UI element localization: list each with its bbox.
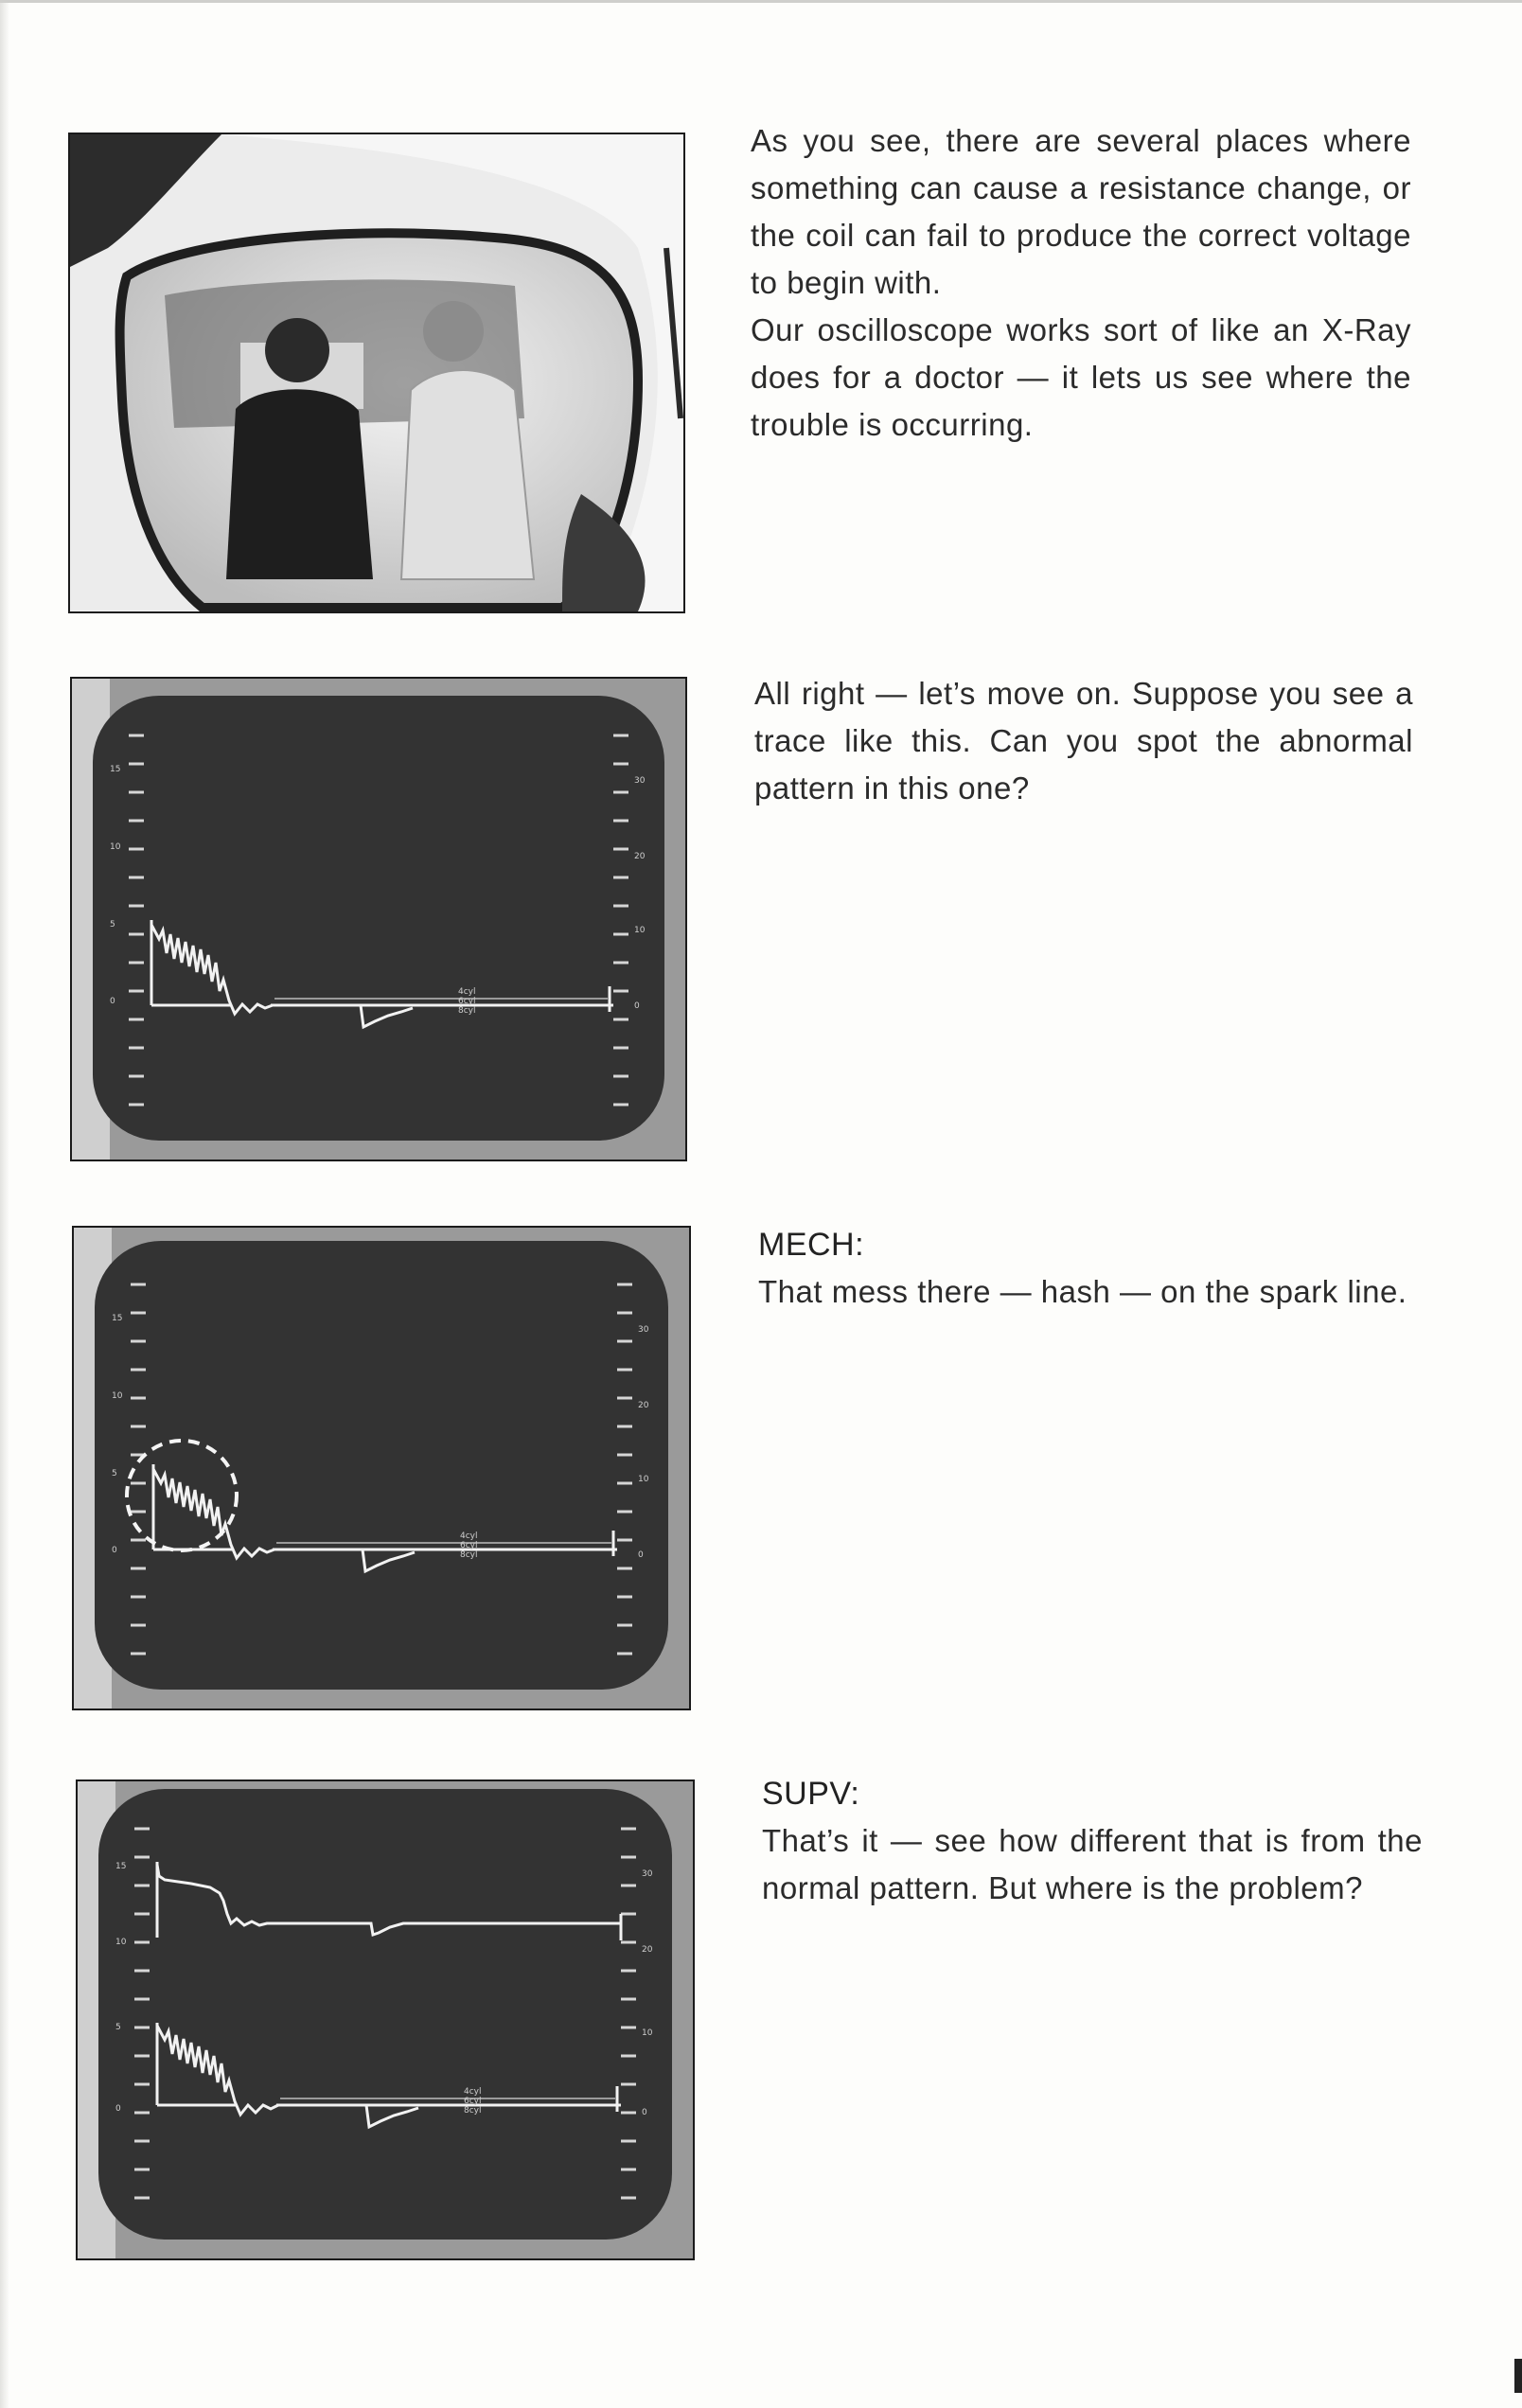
scope-left-label-0-4: 0 [115, 2104, 121, 2114]
scope-right-label-0: 0 [634, 1001, 640, 1011]
mirror-photo-art [70, 134, 683, 611]
panel-4-speaker: SUPV: [762, 1776, 860, 1812]
scope-art-panel-3 [74, 1228, 689, 1709]
panel-2-text [754, 670, 1413, 812]
scope-left-label-0: 0 [110, 997, 115, 1006]
oscilloscope-hash-circled [72, 1226, 691, 1710]
scope-range-6cyl-4: 6cyl [464, 2097, 482, 2106]
panel-3-text [758, 1221, 1415, 1316]
mirror-reflection-photo [68, 133, 685, 613]
scope-range-6cyl-3: 6cyl [460, 1541, 478, 1550]
scope-range-4cyl-2: 4cyl [458, 987, 476, 997]
scope-right-label-20-4: 20 [642, 1945, 653, 1955]
panel-1-paragraph-2: Our oscilloscope works sort of like an X-Ray does for a doctor — it lets us see where the trouble is occurring. [751, 312, 1411, 442]
scope-right-label-20: 20 [634, 852, 646, 861]
scope-left-label-5: 5 [110, 920, 115, 930]
oscilloscope-compare-normal [76, 1779, 695, 2260]
panel-4-paragraph-1: That’s it — see how different that is from the normal pattern. But where is the problem? [762, 1823, 1423, 1905]
page-corner-mark [1514, 2359, 1522, 2393]
scope-left-label-10-3: 10 [112, 1391, 123, 1401]
scope-left-label-5-4: 5 [115, 2023, 121, 2032]
page-edge-shadow [0, 0, 9, 2408]
scope-left-label-0-3: 0 [112, 1546, 117, 1555]
panel-2-paragraph-1: All right — let’s move on. Suppose you see a trace like this. Can you spot the abnormal pattern in this one? [754, 676, 1413, 806]
panel-1-paragraph-1: As you see, there are several places where something can cause a resistance change, or the coil can fail to produce the correct voltage to begin with. [751, 123, 1411, 300]
scope-left-label-15-4: 15 [115, 1862, 127, 1871]
scope-right-label-30-4: 30 [642, 1869, 653, 1879]
oscilloscope-hash-trace [70, 677, 687, 1161]
scope-art-panel-2 [72, 679, 685, 1160]
panel-3-speaker: MECH: [758, 1227, 865, 1263]
scope-range-4cyl-4: 4cyl [464, 2087, 482, 2097]
scope-right-label-30: 30 [634, 776, 646, 786]
scope-right-label-0-3: 0 [638, 1550, 644, 1560]
scope-right-label-30-3: 30 [638, 1325, 649, 1335]
scope-right-label-0-4: 0 [642, 2108, 647, 2117]
scope-left-label-15: 15 [110, 765, 121, 774]
scope-range-8cyl-3: 8cyl [460, 1550, 478, 1560]
scope-range-8cyl-4: 8cyl [464, 2106, 482, 2116]
scope-left-label-15-3: 15 [112, 1314, 123, 1323]
scope-right-label-10-3: 10 [638, 1475, 649, 1484]
scope-right-label-10: 10 [634, 926, 646, 935]
panel-1-text [751, 117, 1411, 449]
scope-range-4cyl-3: 4cyl [460, 1532, 478, 1541]
scope-left-label-5-3: 5 [112, 1469, 117, 1478]
scope-range-6cyl-2: 6cyl [458, 997, 476, 1006]
scope-art-panel-4 [78, 1781, 693, 2258]
panel-4-text [762, 1770, 1423, 1912]
scope-right-label-10-4: 10 [642, 2028, 653, 2038]
scope-left-label-10-4: 10 [115, 1938, 127, 1947]
scope-left-label-10: 10 [110, 842, 121, 852]
scope-range-8cyl-2: 8cyl [458, 1006, 476, 1016]
scope-right-label-20-3: 20 [638, 1401, 649, 1410]
page-top-rule [0, 0, 1522, 3]
panel-3-paragraph-1: That mess there — hash — on the spark line. [758, 1274, 1407, 1309]
